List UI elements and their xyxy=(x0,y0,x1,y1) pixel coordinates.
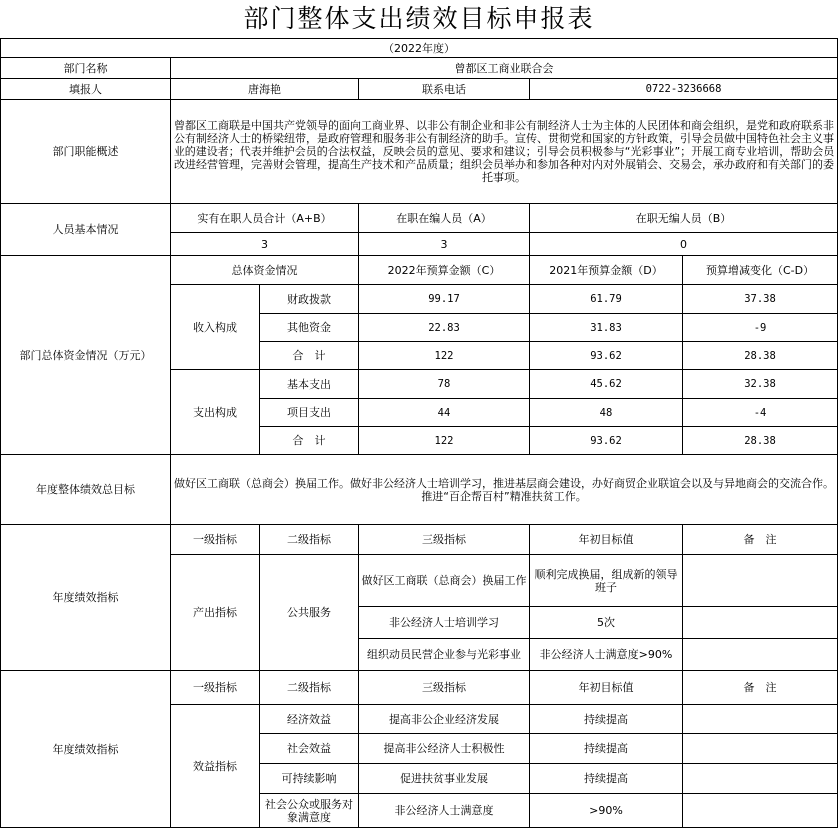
indicators1-level2: 公共服务 xyxy=(260,555,359,671)
indicators1-header-l1: 一级指标 xyxy=(171,525,260,555)
indicators2-header-target: 年初目标值 xyxy=(530,671,683,705)
function-label: 部门职能概述 xyxy=(1,100,171,204)
income-item-diff: 37.38 xyxy=(683,285,838,314)
expense-item-name: 基本支出 xyxy=(260,370,359,399)
expense-item-c: 44 xyxy=(359,399,530,427)
indicators2-target: 持续提高 xyxy=(530,705,683,734)
expense-total-name: 合 计 xyxy=(260,427,359,455)
funds-header-d: 2021年预算金额（D） xyxy=(530,256,683,285)
indicators2-note xyxy=(683,794,838,828)
staff-value-a: 3 xyxy=(359,233,530,256)
function-row xyxy=(1,100,838,204)
indicators2-target: 持续提高 xyxy=(530,764,683,794)
expense-total-c: 122 xyxy=(359,427,530,455)
income-item-c: 22.83 xyxy=(359,314,530,342)
expense-item-diff: -4 xyxy=(683,399,838,427)
indicators2-target: 持续提高 xyxy=(530,734,683,764)
expense-total-diff: 28.38 xyxy=(683,427,838,455)
indicators1-header-row xyxy=(1,525,838,555)
income-item-diff: -9 xyxy=(683,314,838,342)
phone-label: 联系电话 xyxy=(359,79,530,100)
indicators1-note xyxy=(683,555,838,607)
indicators2-level1: 效益指标 xyxy=(171,705,260,828)
filler-row xyxy=(1,79,838,100)
expense-total-d: 93.62 xyxy=(530,427,683,455)
indicators2-header-l3: 三级指标 xyxy=(359,671,530,705)
expense-item-d: 48 xyxy=(530,399,683,427)
indicators2-level2: 经济效益 xyxy=(260,705,359,734)
indicators2-target: >90% xyxy=(530,794,683,828)
indicators2-level3: 非公经济人士满意度 xyxy=(359,794,530,828)
filler-name: 唐海艳 xyxy=(171,79,359,100)
filler-label: 填报人 xyxy=(1,79,171,100)
indicators2-note xyxy=(683,734,838,764)
indicators1-target: 5次 xyxy=(530,607,683,639)
dept-name-value: 曾都区工商业联合会 xyxy=(171,58,838,79)
indicators1-target: 顺利完成换届，组成新的领导班子 xyxy=(530,555,683,607)
income-total-d: 93.62 xyxy=(530,342,683,370)
form-year: （2022年度） xyxy=(1,39,838,58)
income-item-name: 其他资金 xyxy=(260,314,359,342)
expense-item-d: 45.62 xyxy=(530,370,683,399)
indicators2-note xyxy=(683,705,838,734)
expense-item-c: 78 xyxy=(359,370,530,399)
expense-item-name: 项目支出 xyxy=(260,399,359,427)
dept-name-label: 部门名称 xyxy=(1,58,171,79)
staff-value-total: 3 xyxy=(171,233,359,256)
indicators2-level3: 提高非公经济人士积极性 xyxy=(359,734,530,764)
goal-text: 做好区工商联（总商会）换届工作。做好非公经济人士培训学习，推进基层商会建设，办好商贸企业联谊会以及与异地商会的交流合作。 xyxy=(174,476,835,490)
indicators2-header-l1: 一级指标 xyxy=(171,671,260,705)
indicators1-level3: 做好区工商联（总商会）换届工作 xyxy=(359,555,530,607)
indicators2-header-l2: 二级指标 xyxy=(260,671,359,705)
funds-header-diff: 预算增减变化（C-D） xyxy=(683,256,838,285)
income-total-c: 122 xyxy=(359,342,530,370)
indicators1-level1: 产出指标 xyxy=(171,555,260,671)
staff-header-total: 实有在职人员合计（A+B） xyxy=(171,204,359,233)
staff-header-row xyxy=(1,204,838,233)
year-row xyxy=(1,39,838,58)
indicators1-header-note: 备 注 xyxy=(683,525,838,555)
indicators2-level3: 促进扶贫事业发展 xyxy=(359,764,530,794)
income-total-diff: 28.38 xyxy=(683,342,838,370)
indicators1-level3: 非公经济人士培训学习 xyxy=(359,607,530,639)
indicators2-label: 年度绩效指标 xyxy=(1,671,171,828)
indicators2-level3: 提高非公企业经济发展 xyxy=(359,705,530,734)
goal-text-2: 推进“百企帮百村”精准扶贫工作。 xyxy=(421,489,587,503)
indicators1-target: 非公经济人士满意度>90% xyxy=(530,639,683,671)
goal-label: 年度整体绩效总目标 xyxy=(1,455,171,525)
expense-item-diff: 32.38 xyxy=(683,370,838,399)
goal-row xyxy=(1,455,838,525)
indicators2-note xyxy=(683,764,838,794)
funds-label: 部门总体资金情况（万元） xyxy=(1,256,171,455)
goal-text-cell xyxy=(171,455,838,525)
indicators1-note xyxy=(683,639,838,671)
indicators2-header-row xyxy=(1,671,838,705)
phone-value: 0722-3236668 xyxy=(530,79,838,100)
function-text: 曾都区工商联是中国共产党领导的面向工商业界、以非公有制企业和非公有制经济人士为主体的人民团体和商会组织，是党和政府联系非公有制经济人士的桥梁纽带，是政府管理和服务非公有制经济的助手。宣传、贯彻党和国家的方针政策，引导会员做中国特色社会主义事业的建设者；代表并维护会员的合法权益，反映会员的意见、要求和建议；引导会员积极参与“光彩事业”；开展工商专业培训，帮助会员改进经营管理，完善财会管理，提高生产技术和产品质量；组织会员举办和参加各种对内对外展销会、交易会，承办政府和有关部门的委托事项。 xyxy=(171,100,838,204)
income-total-name: 合 计 xyxy=(260,342,359,370)
indicators2-level2: 可持续影响 xyxy=(260,764,359,794)
indicators1-label: 年度绩效指标 xyxy=(1,525,171,671)
income-item-d: 61.79 xyxy=(530,285,683,314)
staff-label: 人员基本情况 xyxy=(1,204,171,256)
form-title: 部门整体支出绩效目标申报表 xyxy=(243,4,595,33)
staff-header-b: 在职无编人员（B） xyxy=(530,204,838,233)
staff-header-a: 在职在编人员（A） xyxy=(359,204,530,233)
indicators2-header-note: 备 注 xyxy=(683,671,838,705)
indicators1-header-l3: 三级指标 xyxy=(359,525,530,555)
indicators1-header-target: 年初目标值 xyxy=(530,525,683,555)
income-label: 收入构成 xyxy=(171,285,260,370)
income-item-name: 财政拨款 xyxy=(260,285,359,314)
performance-table xyxy=(0,38,838,828)
indicators1-note xyxy=(683,607,838,639)
income-item-d: 31.83 xyxy=(530,314,683,342)
funds-header-overall: 总体资金情况 xyxy=(171,256,359,285)
dept-row xyxy=(1,58,838,79)
indicators2-level2: 社会效益 xyxy=(260,734,359,764)
indicators2-level2: 社会公众或服务对象满意度 xyxy=(260,794,359,828)
indicators1-level3: 组织动员民营企业参与光彩事业 xyxy=(359,639,530,671)
income-item-c: 99.17 xyxy=(359,285,530,314)
expense-label: 支出构成 xyxy=(171,370,260,455)
indicators1-header-l2: 二级指标 xyxy=(260,525,359,555)
staff-value-b: 0 xyxy=(530,233,838,256)
funds-header-c: 2022年预算金额（C） xyxy=(359,256,530,285)
funds-header-row xyxy=(1,256,838,285)
